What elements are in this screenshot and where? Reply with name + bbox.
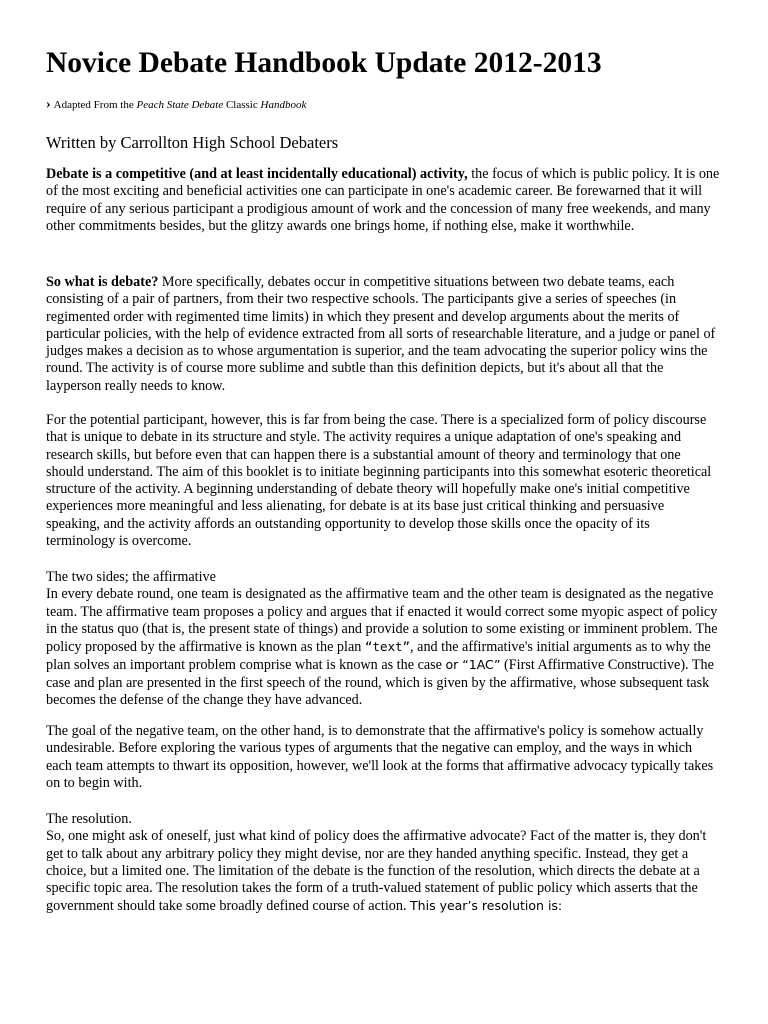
paragraph-resolution	[46, 811, 720, 916]
paragraph-what-is-debate	[46, 274, 720, 395]
quoted-term-1ac: or “1AC”	[445, 657, 501, 673]
paragraph-body: For the potential participant, however, this is far from being the case. There is a specialized form of policy discourse that is unique to debate in its structure and style. The activity requires a unique adaptation of one's speaking and research skills, but before even that can happen there is a substantial amount of theory and terminology that one should understand. The aim of this booklet is to initiate beginning participants into this somewhat esoteric theoretical structure of the activity. A beginning understanding of debate theory will hopefully make one's initial competitive experiences more meaningful and less alienating, for debate is at its base just critical thinking and persuasive speaking, and the activity affords an outstanding opportunity to develop those skills once the opacity of its terminology is overcome.	[46, 412, 712, 550]
paragraph-negative-goal	[46, 723, 720, 792]
paragraph-intro	[46, 166, 720, 235]
adapted-book: Handbook	[260, 99, 307, 111]
quoted-term-text: “text”	[364, 639, 411, 655]
chevron-right-icon: ›	[46, 97, 51, 112]
document-title: Novice Debate Handbook Update 2012-2013	[46, 47, 602, 79]
paragraph-body: More specifically, debates occur in competitive situations between two debate teams, each consisting of a pair of partners, from their two respective schools. The participants give a series of speeches (in regimented order with regimented time limits) in which they present and develop arguments about the merits of particular policies, with the help of evidence extracted from all sorts of researchable literature, and a judge or panel of judges makes a decision as to whose argumentation is superior, and the team advocating the superior policy wins the round. The activity is of course more sublime and subtle than this definition depicts, but it's about all that the layperson really needs to know.	[46, 274, 716, 394]
adapted-source: Peach State Debate	[136, 99, 224, 111]
adapted-prefix: Adapted From the	[53, 99, 134, 111]
paragraph-lead: So what is debate?	[46, 274, 159, 290]
paragraph-body: , and the affirmative's initial arguments as to why the plan solves an important problem comprise what is known as the case	[46, 639, 711, 674]
paragraph-body: the focus of which is public policy. It is one of the most exciting and beneficial activities one can participate in one's academic career. Be forewarned that it will require of any serious participant a prodigious amount of work and the concession of many free weekends, and many other commitments besides, but the glitzy awards one brings home, if nothing else, make it worthwhile.	[46, 166, 720, 234]
adapted-from-line	[46, 98, 306, 112]
paragraph-lead: Debate is a competitive (and at least incidentally educational) activity,	[46, 166, 468, 182]
section-heading: The resolution.	[46, 811, 132, 827]
adapted-middle: Classic	[225, 99, 258, 111]
section-heading: The two sides; the affirmative	[46, 569, 216, 585]
paragraph-tail: This year’s resolution is:	[410, 898, 563, 914]
author-line: Written by Carrollton High School Debaters	[46, 133, 339, 152]
paragraph-body: The goal of the negative team, on the other hand, is to demonstrate that the affirmative's policy is somehow actually undesirable. Before exploring the various types of arguments that the negative can employ, and the ways in which each team attempts to thwart its opposition, however, we'll look at the forms that affirmative advocacy typically takes on to begin with.	[46, 723, 714, 791]
paragraph-body: So, one might ask of oneself, just what kind of policy does the affirmative advocate? Fact of the matter is, they don't get to talk about any arbitrary policy they might devise, nor are they handed anything specific. Instead, they get a choice, but a limited one. The limitation of the debate is the function of the resolution, which directs the debate at a specific topic area. The resolution takes the form of a truth-valued statement of public policy which asserts that the government should take some broadly defined course of action.	[46, 828, 707, 915]
paragraph-two-sides	[46, 569, 720, 709]
paragraph-body: (First Affirmative Constructive). The case and plan are presented in the first speech of the round, which is given by the affirmative, whose subsequent task becomes the defense of the change they have advanced.	[46, 657, 714, 709]
paragraph-body: In every debate round, one team is designated as the affirmative team and the other team is designated as the negative team. The affirmative team proposes a policy and argues that if enacted it would correct some myopic aspect of policy in the status quo (that is, the present state of things) and provide a solution to some existing or imminent problem. The policy proposed by the affirmative is known as the plan	[46, 586, 718, 656]
paragraph-potential-participant	[46, 412, 720, 550]
